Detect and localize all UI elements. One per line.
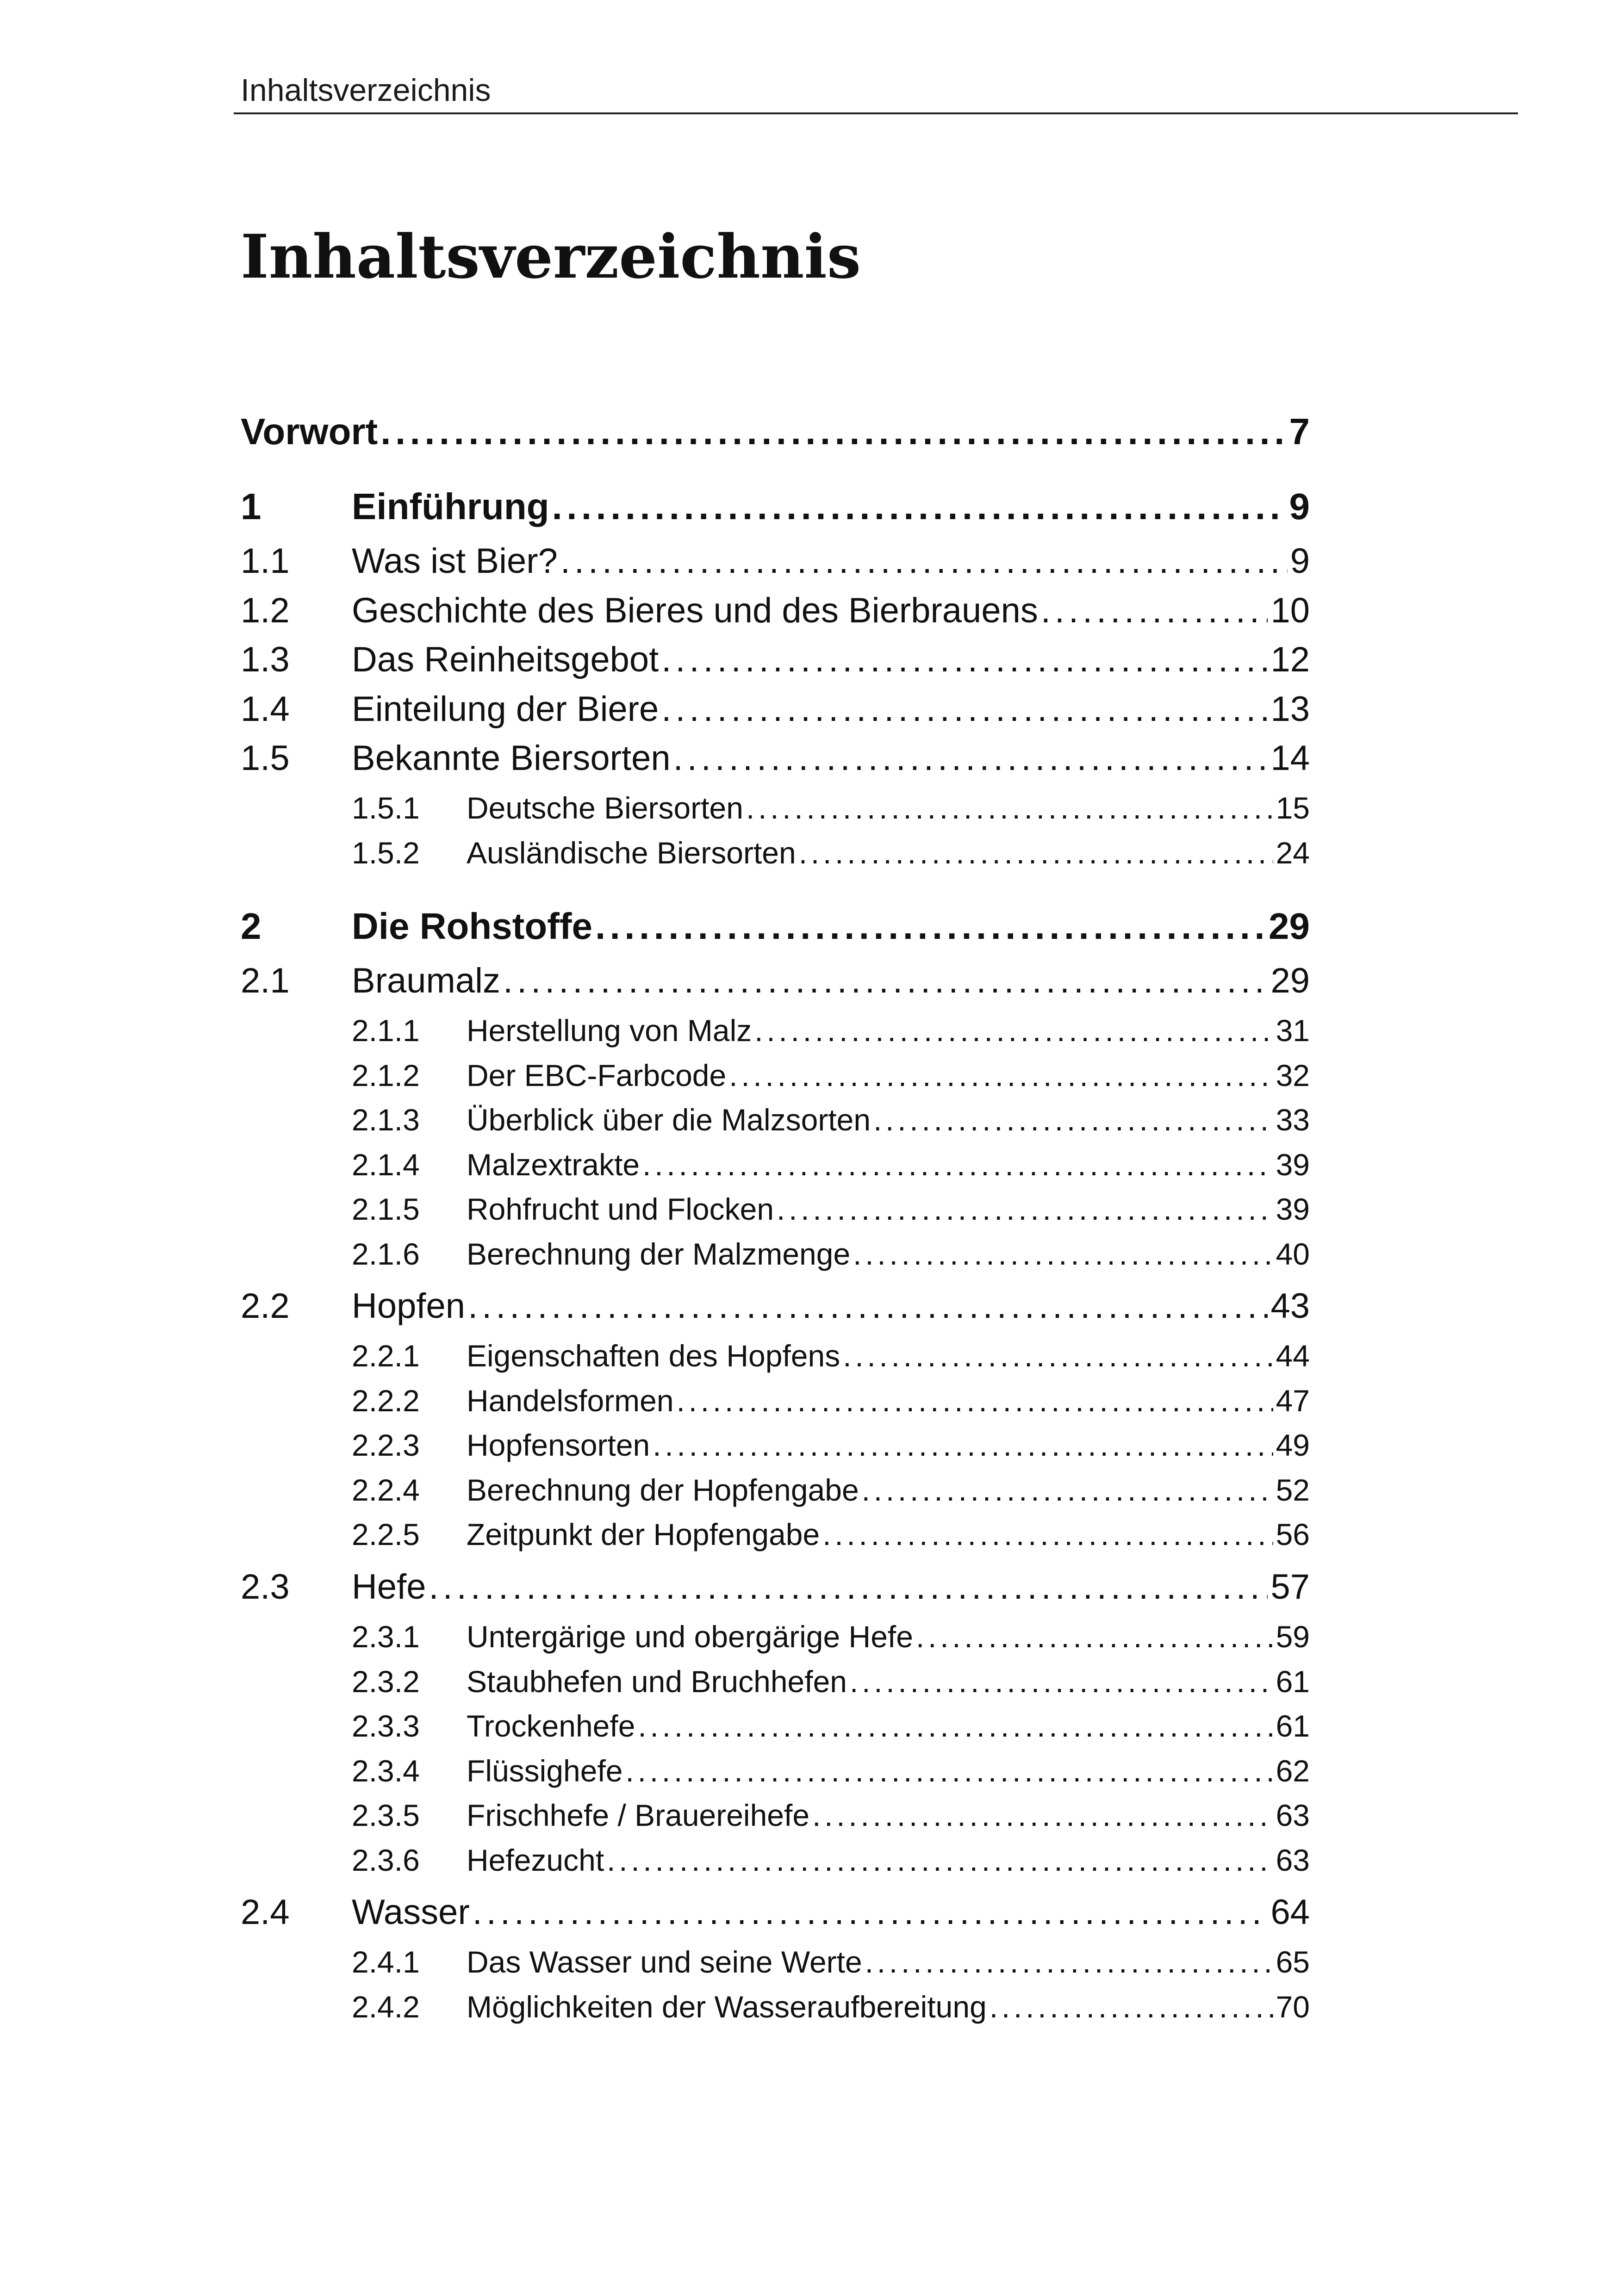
toc-entry-number: 2.2.5 xyxy=(352,1517,420,1551)
toc-leader-dots xyxy=(607,1839,1273,1881)
toc-entry-page: 43 xyxy=(1270,1286,1310,1326)
toc-entry-subsection-2-1-2[interactable] xyxy=(241,1054,1310,1097)
toc-entry-number: 2.2.4 xyxy=(352,1473,420,1507)
toc-entry-title: Vorwort xyxy=(241,411,378,452)
toc-entry-number: 2.3.4 xyxy=(352,1754,420,1788)
toc-leader-dots xyxy=(429,1563,1268,1611)
toc-entry-subsection-2-2-3[interactable] xyxy=(241,1424,1310,1466)
toc-entry-title: Was ist Bier? xyxy=(352,541,558,581)
toc-leader-dots xyxy=(626,1750,1273,1792)
toc-entry-title: Malzextrakte xyxy=(467,1148,640,1182)
toc-entry-page: 9 xyxy=(1289,486,1310,527)
toc-entry-page: 14 xyxy=(1270,738,1310,778)
toc-entry-title: Der EBC-Farbcode xyxy=(467,1058,727,1092)
toc-leader-dots xyxy=(865,1941,1273,1983)
toc-entry-number: 1.1 xyxy=(241,541,290,581)
toc-entry-title: Ausländische Biersorten xyxy=(467,836,796,870)
toc-leader-dots xyxy=(843,1334,1273,1377)
toc-entry-number: 2.4 xyxy=(241,1893,290,1932)
toc-entry-vorwort[interactable] xyxy=(241,406,1310,457)
toc-leader-dots xyxy=(1041,586,1268,635)
toc-entry-section-1-3[interactable] xyxy=(241,635,1310,684)
toc-entry-section-1-1[interactable] xyxy=(241,537,1310,585)
toc-entry-title: Möglichkeiten der Wasseraufbereitung xyxy=(467,1990,987,2024)
toc-entry-section-2-3[interactable] xyxy=(241,1563,1310,1611)
toc-leader-dots xyxy=(746,787,1273,829)
toc-entry-title: Herstellung von Malz xyxy=(467,1013,752,1048)
toc-leader-dots xyxy=(799,832,1273,874)
header-rule xyxy=(234,112,1518,114)
toc-entry-title: Trockenhefe xyxy=(467,1709,635,1743)
toc-entry-section-2-1[interactable] xyxy=(241,956,1310,1005)
toc-leader-dots xyxy=(754,1009,1273,1052)
toc-leader-dots xyxy=(638,1705,1273,1747)
toc-entry-subsection-1-5-1[interactable] xyxy=(241,787,1310,829)
toc-entry-page: 33 xyxy=(1276,1103,1310,1137)
toc-entry-page: 12 xyxy=(1270,640,1310,679)
toc-entry-page: 70 xyxy=(1276,1990,1310,2024)
toc-entry-number: 2.2.2 xyxy=(352,1384,420,1418)
toc-entry-title: Untergärige und obergärige Hefe xyxy=(467,1620,913,1654)
toc-entry-number: 2.2 xyxy=(241,1286,290,1326)
toc-entry-title: Bekannte Biersorten xyxy=(352,738,671,778)
toc-entry-chapter-2[interactable] xyxy=(241,901,1310,952)
toc-entry-page: 31 xyxy=(1276,1013,1310,1048)
toc-leader-dots xyxy=(661,685,1268,733)
toc-entry-subsection-2-2-2[interactable] xyxy=(241,1379,1310,1422)
toc-entry-page: 61 xyxy=(1276,1709,1310,1743)
toc-entry-title: Das Wasser und seine Werte xyxy=(467,1945,862,1979)
toc-entry-number: 2.3.5 xyxy=(352,1798,420,1832)
toc-entry-number: 1 xyxy=(241,486,261,527)
toc-entry-title: Deutsche Biersorten xyxy=(467,791,743,825)
toc-entry-subsection-2-1-1[interactable] xyxy=(241,1009,1310,1052)
toc-entry-number: 2.1 xyxy=(241,961,290,1000)
toc-entry-page: 10 xyxy=(1270,591,1310,630)
toc-entry-section-2-2[interactable] xyxy=(241,1282,1310,1330)
toc-entry-page: 29 xyxy=(1270,961,1310,1000)
toc-entry-number: 1.5 xyxy=(241,738,290,778)
toc-leader-dots xyxy=(642,1143,1273,1186)
toc-entry-number: 2.4.2 xyxy=(352,1990,420,2024)
toc-entry-page: 63 xyxy=(1276,1843,1310,1877)
toc-leader-dots xyxy=(503,956,1268,1005)
toc-entry-title: Berechnung der Malzmenge xyxy=(467,1237,851,1271)
toc-entry-title: Hopfensorten xyxy=(467,1428,650,1462)
toc-entry-section-1-5[interactable] xyxy=(241,734,1310,782)
toc-entry-page: 61 xyxy=(1276,1664,1310,1699)
toc-entry-title: Wasser xyxy=(352,1893,470,1932)
toc-leader-dots xyxy=(380,406,1286,457)
toc-entry-title: Rohfrucht und Flocken xyxy=(467,1192,774,1226)
toc-leader-dots xyxy=(473,1888,1268,1936)
toc-entry-subsection-2-1-3[interactable] xyxy=(241,1098,1310,1141)
toc-entry-page: 47 xyxy=(1276,1384,1310,1418)
toc-entry-number: 1.2 xyxy=(241,591,290,630)
toc-entry-title: Hefezucht xyxy=(467,1843,604,1877)
toc-entry-subsection-2-4-1[interactable] xyxy=(241,1941,1310,1983)
toc-leader-dots xyxy=(673,734,1268,782)
toc-entry-number: 2.2.1 xyxy=(352,1339,420,1373)
toc-entry-page: 9 xyxy=(1290,541,1310,581)
toc-entry-number: 1.4 xyxy=(241,689,290,729)
toc-entry-page: 13 xyxy=(1270,689,1310,729)
toc-entry-page: 49 xyxy=(1276,1428,1310,1462)
toc-entry-title: Flüssighefe xyxy=(467,1754,623,1788)
toc-entry-title: Hefe xyxy=(352,1567,426,1607)
toc-entry-page: 63 xyxy=(1276,1798,1310,1832)
toc-entry-number: 1.5.2 xyxy=(352,836,420,870)
toc-entry-number: 1.3 xyxy=(241,640,290,679)
toc-entry-subsection-2-2-4[interactable] xyxy=(241,1469,1310,1511)
toc-entry-title: Hopfen xyxy=(352,1286,466,1326)
toc-entry-page: 29 xyxy=(1269,906,1310,947)
toc-leader-dots xyxy=(468,1282,1268,1330)
toc-entry-title: Einführung xyxy=(352,486,549,527)
toc-entry-number: 2.1.1 xyxy=(352,1013,420,1048)
toc-entry-subsection-2-1-5[interactable] xyxy=(241,1188,1310,1230)
toc-entry-section-2-4[interactable] xyxy=(241,1888,1310,1936)
toc-entry-title: Eigenschaften des Hopfens xyxy=(467,1339,840,1373)
toc-leader-dots xyxy=(862,1469,1273,1511)
toc-entry-number: 2.3.6 xyxy=(352,1843,420,1877)
toc-leader-dots xyxy=(661,635,1268,684)
toc-entry-section-1-4[interactable] xyxy=(241,685,1310,733)
toc-entry-number: 2.1.3 xyxy=(352,1103,420,1137)
toc-entry-subsection-2-3-4[interactable] xyxy=(241,1750,1310,1792)
toc-entry-page: 57 xyxy=(1270,1567,1310,1607)
toc-entry-subsection-2-4-2[interactable] xyxy=(241,1986,1310,2028)
toc-entry-page: 52 xyxy=(1276,1473,1310,1507)
toc-entry-number: 2 xyxy=(241,906,261,947)
toc-entry-page: 59 xyxy=(1276,1620,1310,1654)
toc-entry-title: Das Reinheitsgebot xyxy=(352,640,659,679)
toc-leader-dots xyxy=(560,537,1288,585)
toc-leader-dots xyxy=(916,1615,1273,1658)
toc-entry-page: 24 xyxy=(1276,836,1310,870)
toc-entry-subsection-2-3-2[interactable] xyxy=(241,1660,1310,1703)
toc-entry-title: Berechnung der Hopfengabe xyxy=(467,1473,859,1507)
toc-entry-title: Einteilung der Biere xyxy=(352,689,659,729)
toc-entry-subsection-2-2-5[interactable] xyxy=(241,1513,1310,1556)
toc-entry-number: 2.3.3 xyxy=(352,1709,420,1743)
page-title: Inhaltsverzeichnis xyxy=(241,221,861,292)
toc-leader-dots xyxy=(822,1513,1273,1556)
toc-entry-number: 2.4.1 xyxy=(352,1945,420,1979)
toc-entry-page: 62 xyxy=(1276,1754,1310,1788)
toc-leader-dots xyxy=(812,1794,1273,1837)
toc-entry-number: 2.3.2 xyxy=(352,1664,420,1699)
toc-entry-number: 2.3 xyxy=(241,1567,290,1607)
toc-entry-title: Geschichte des Bieres und des Bierbrauens xyxy=(352,591,1038,630)
toc-entry-title: Braumalz xyxy=(352,961,500,1000)
toc-leader-dots xyxy=(653,1424,1273,1466)
toc-entry-title: Frischhefe / Brauereihefe xyxy=(467,1798,810,1832)
toc-entry-number: 2.1.4 xyxy=(352,1148,420,1182)
toc-leader-dots xyxy=(989,1986,1273,2028)
toc-entry-number: 2.1.6 xyxy=(352,1237,420,1271)
toc-entry-number: 2.3.1 xyxy=(352,1620,420,1654)
toc-entry-number: 2.1.5 xyxy=(352,1192,420,1226)
toc-entry-page: 56 xyxy=(1276,1517,1310,1551)
toc-entry-page: 39 xyxy=(1276,1192,1310,1226)
toc-entry-number: 2.1.2 xyxy=(352,1058,420,1092)
toc-entry-page: 39 xyxy=(1276,1148,1310,1182)
toc-leader-dots xyxy=(853,1233,1273,1275)
toc-entry-subsection-2-1-4[interactable] xyxy=(241,1143,1310,1186)
toc-entry-section-1-2[interactable] xyxy=(241,586,1310,635)
toc-entry-page: 64 xyxy=(1270,1893,1310,1932)
toc-entry-subsection-2-2-1[interactable] xyxy=(241,1334,1310,1377)
toc-leader-dots xyxy=(552,481,1287,532)
toc-entry-subsection-2-3-1[interactable] xyxy=(241,1615,1310,1658)
toc-leader-dots xyxy=(850,1660,1273,1703)
toc-leader-dots xyxy=(873,1098,1273,1141)
toc-entry-page: 65 xyxy=(1276,1945,1310,1979)
toc-entry-page: 7 xyxy=(1289,411,1310,452)
toc-entry-chapter-1[interactable] xyxy=(241,481,1310,532)
toc-entry-number: 2.2.3 xyxy=(352,1428,420,1462)
toc-entry-title: Die Rohstoffe xyxy=(352,906,592,947)
toc-entry-subsection-2-3-3[interactable] xyxy=(241,1705,1310,1747)
toc-leader-dots xyxy=(729,1054,1273,1097)
toc-entry-page: 15 xyxy=(1276,791,1310,825)
toc-entry-subsection-2-3-6[interactable] xyxy=(241,1839,1310,1881)
toc-entry-number: 1.5.1 xyxy=(352,791,420,825)
running-header: Inhaltsverzeichnis xyxy=(241,73,491,108)
toc-leader-dots xyxy=(777,1188,1273,1230)
toc-entry-title: Staubhefen und Bruchhefen xyxy=(467,1664,847,1699)
toc-leader-dots xyxy=(595,901,1266,952)
toc-entry-title: Zeitpunkt der Hopfengabe xyxy=(467,1517,820,1551)
toc-entry-subsection-2-3-5[interactable] xyxy=(241,1794,1310,1837)
toc-entry-subsection-1-5-2[interactable] xyxy=(241,832,1310,874)
toc-entry-page: 40 xyxy=(1276,1237,1310,1271)
toc-entry-title: Handelsformen xyxy=(467,1384,674,1418)
toc-entry-title: Überblick über die Malzsorten xyxy=(467,1103,871,1137)
toc-entry-subsection-2-1-6[interactable] xyxy=(241,1233,1310,1275)
toc-entry-page: 44 xyxy=(1276,1339,1310,1373)
toc-entry-page: 32 xyxy=(1276,1058,1310,1092)
toc-leader-dots xyxy=(677,1379,1273,1422)
